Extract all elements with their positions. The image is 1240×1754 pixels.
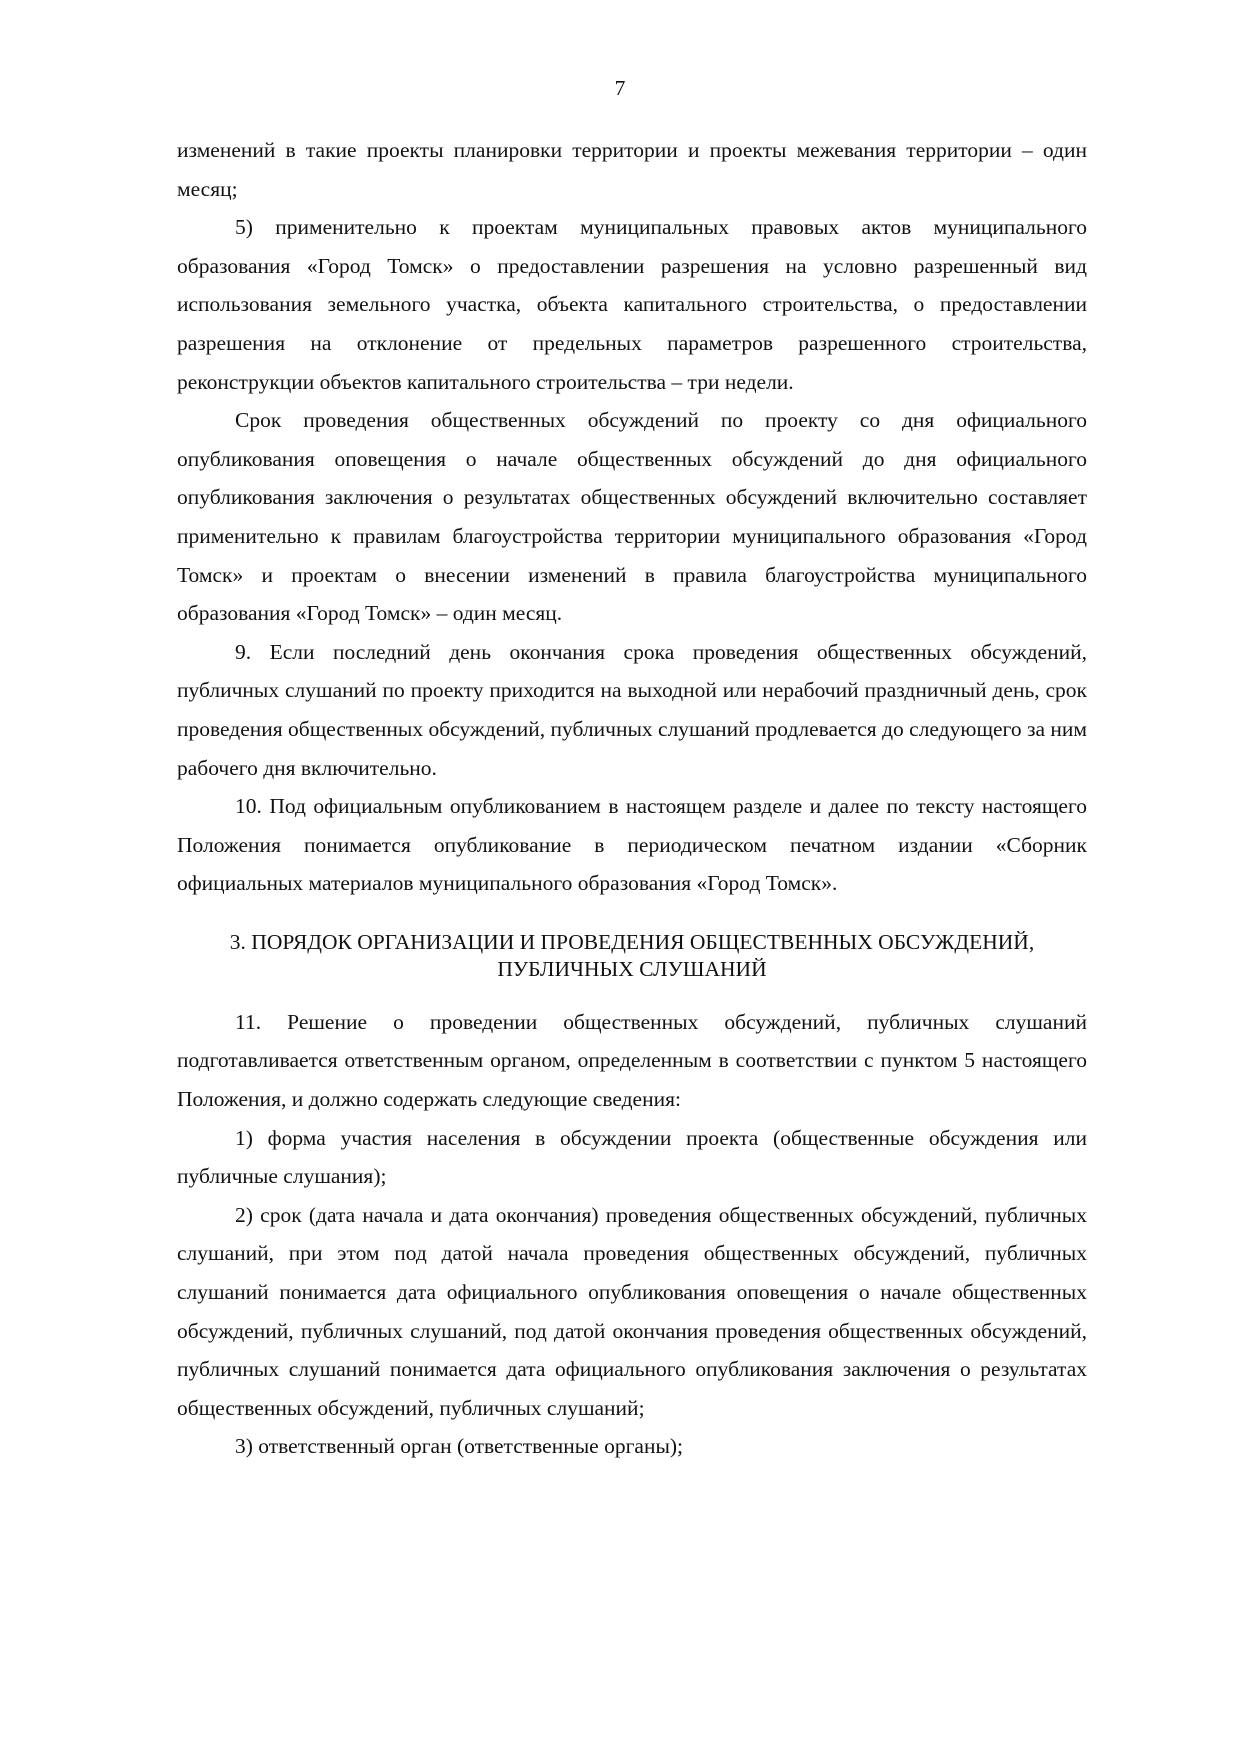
paragraph-list-item-3: 3) ответственный орган (ответственные органы); [235,1434,684,1459]
section-heading-line-2: ПУБЛИЧНЫХ СЛУШАНИЙ [497,956,767,981]
section-heading-line-1: 3. ПОРЯДОК ОРГАНИЗАЦИИ И ПРОВЕДЕНИЯ ОБЩЕСТВЕННЫХ ОБСУЖДЕНИЙ, [229,929,1035,954]
paragraph-clause-10: 10. Под официальным опубликованием в настоящем разделе и далее по тексту настоящего Положения понимается опубликование в периодическом печатном издании «Сборник официальных материалов муниципального образования «Город Томск». [177,794,1087,896]
paragraph-list-item-1: 1) форма участия населения в обсуждении проекта (общественные обсуждения или публичные слушания); [177,1125,1087,1189]
paragraph-term-landscaping: Срок проведения общественных обсуждений по проекту со дня официального опубликования оповещения о начале общественных обсуждений до дня официального опубликования заключения о результатах общественных обсуждений включительно составляет применительно к правилам благоустройства территории муниципального образования «Город Томск» и проектам о внесении изменений в правила благоустройства муниципального образования «Город Томск» – один месяц. [177,408,1087,626]
section-heading [177,929,1087,983]
paragraph-list-item-2: 2) срок (дата начала и дата окончания) проведения общественных обсуждений, публичных слушаний, при этом под датой начала проведения общественных обсуждений, публичных слушаний понимается дата официального опубликования оповещения о начале общественных обсуждений, публичных слушаний, под датой окончания проведения общественных обсуждений, публичных слушаний понимается дата официального опубликования заключения о результатах общественных обсуждений, публичных слушаний; [177,1202,1087,1420]
page-number: 7 [614,76,626,100]
paragraph-clause-11: 11. Решение о проведении общественных обсуждений, публичных слушаний подготавливается ответственным органом, определенным в соответствии с пунктом 5 настоящего Положения, и должно содержать следующие сведения: [177,1009,1087,1112]
paragraph-clause-9: 9. Если последний день окончания срока проведения общественных обсуждений, публичных слушаний по проекту приходится на выходной или нерабочий праздничный день, срок проведения общественных обсуждений, публичных слушаний продлевается до следующего за ним рабочего дня включительно. [177,639,1087,780]
paragraph-item-5: 5) применительно к проектам муниципальных правовых актов муниципального образования «Город Томск» о предоставлении разрешения на условно разрешенный вид использования земельного участка, объекта капитального строительства, о предоставлении разрешения на отклонение от предельных параметров разрешенного строительства, реконструкции объектов капитального строительства – три недели. [177,215,1087,394]
document-body [177,131,1087,1466]
paragraph-continuation: изменений в такие проекты планировки территории и проекты межевания территории – один месяц; [177,138,1087,201]
